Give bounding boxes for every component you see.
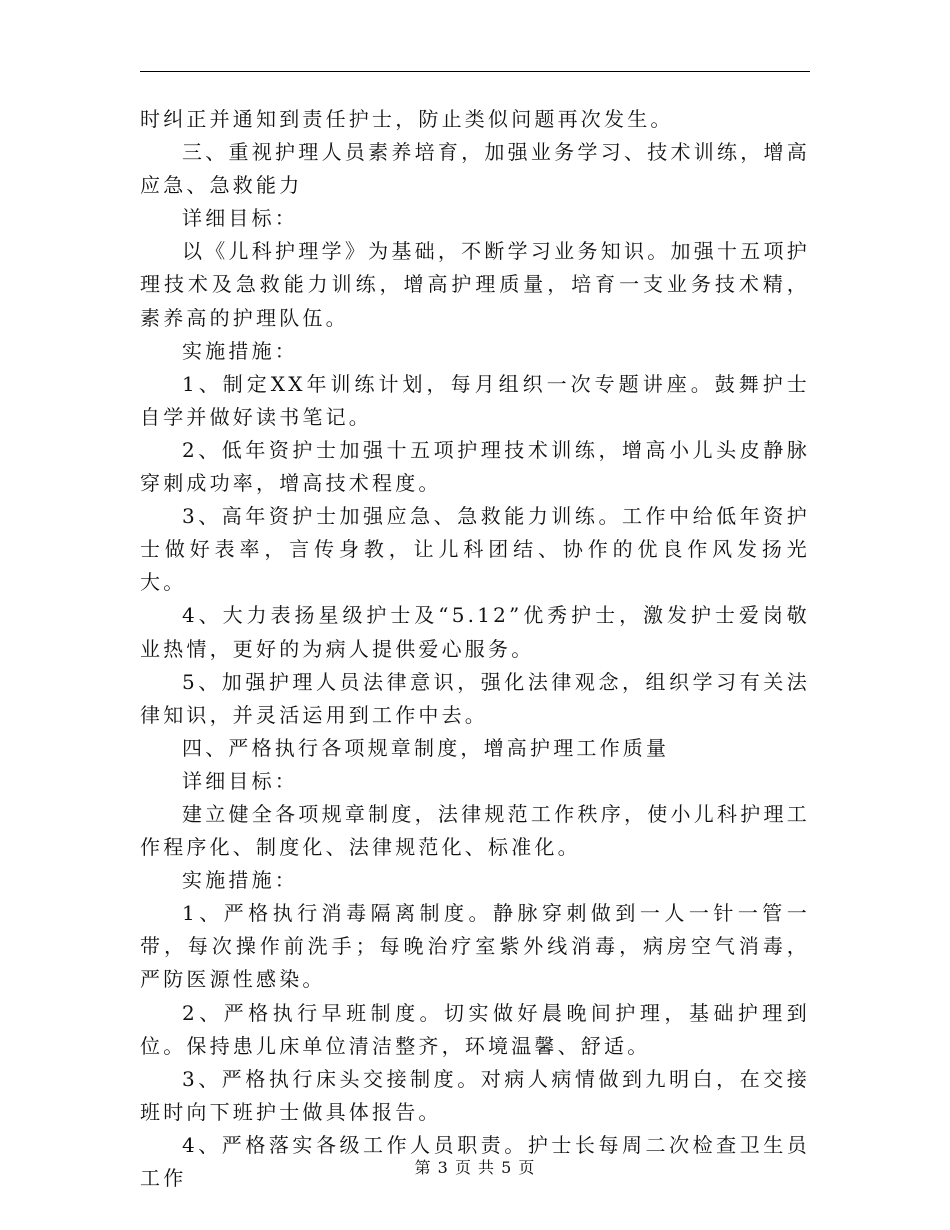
paragraph: 3、高年资护士加强应急、急救能力训练。工作中给低年资护士做好表率，言传身教，让儿科团结、协作的优良作风发扬光大。: [140, 504, 810, 595]
paragraph: 1、制定XX年训练计划，每月组织一次专题讲座。鼓舞护士自学并做好读书笔记。: [140, 371, 810, 429]
document-body: [140, 103, 810, 1195]
paragraph: 4、严格落实各级工作人员职责。护士长每周二次检查卫生员工作: [140, 1132, 810, 1190]
paragraph: 详细目标：: [182, 768, 298, 793]
paragraph: 四、严格执行各项规章制度，增高护理工作质量: [182, 735, 670, 760]
paragraph: 3、严格执行床头交接制度。对病人病情做到九明白，在交接班时向下班护士做具体报告。: [140, 1066, 810, 1124]
paragraph: 时纠正并通知到责任护士，防止类似问题再次发生。: [140, 107, 674, 131]
paragraph: 4、大力表扬星级护士及“5.12”优秀护士，激发护士爱岗敬业热情，更好的为病人提供爱心服务。: [140, 603, 810, 661]
footer-total-pages: 5: [501, 1158, 513, 1177]
header-rule: [140, 71, 810, 72]
paragraph: 实施措施：: [182, 868, 298, 893]
page-footer: [0, 1155, 950, 1178]
paragraph: 以《儿科护理学》为基础，不断学习业务知识。加强十五项护理技术及急救能力训练，增高护理质量，培育一支业务技术精，素养高的护理队伍。: [140, 239, 810, 330]
footer-middle: 页 共: [454, 1158, 496, 1177]
paragraph: 2、严格执行早班制度。切实做好晨晚间护理，基础护理到位。保持患儿床单位清洁整齐，环境温馨、舒适。: [140, 1000, 810, 1058]
paragraph: 三、重视护理人员素养培育，加强业务学习、技术训练，增高应急、急救能力: [140, 140, 810, 198]
paragraph: 建立健全各项规章制度，法律规范工作秩序，使小儿科护理工作程序化、制度化、法律规范化、标准化。: [140, 801, 810, 860]
paragraph: 5、加强护理人员法律意识，强化法律观念，组织学习有关法律知识，并灵活运用到工作中去。: [140, 669, 810, 727]
paragraph: 1、严格执行消毒隔离制度。静脉穿刺做到一人一针一管一带，每次操作前洗手；每晚治疗室紫外线消毒，病房空气消毒，严防医源性感染。: [140, 901, 810, 992]
paragraph: 2、低年资护士加强十五项护理技术训练，增高小儿头皮静脉穿刺成功率，增高技术程度。: [140, 437, 810, 496]
footer-suffix: 页: [518, 1158, 536, 1177]
footer-current-page: 3: [437, 1158, 449, 1177]
footer-prefix: 第: [414, 1158, 432, 1177]
paragraph: 详细目标：: [182, 206, 298, 231]
paragraph: 实施措施：: [182, 338, 298, 363]
